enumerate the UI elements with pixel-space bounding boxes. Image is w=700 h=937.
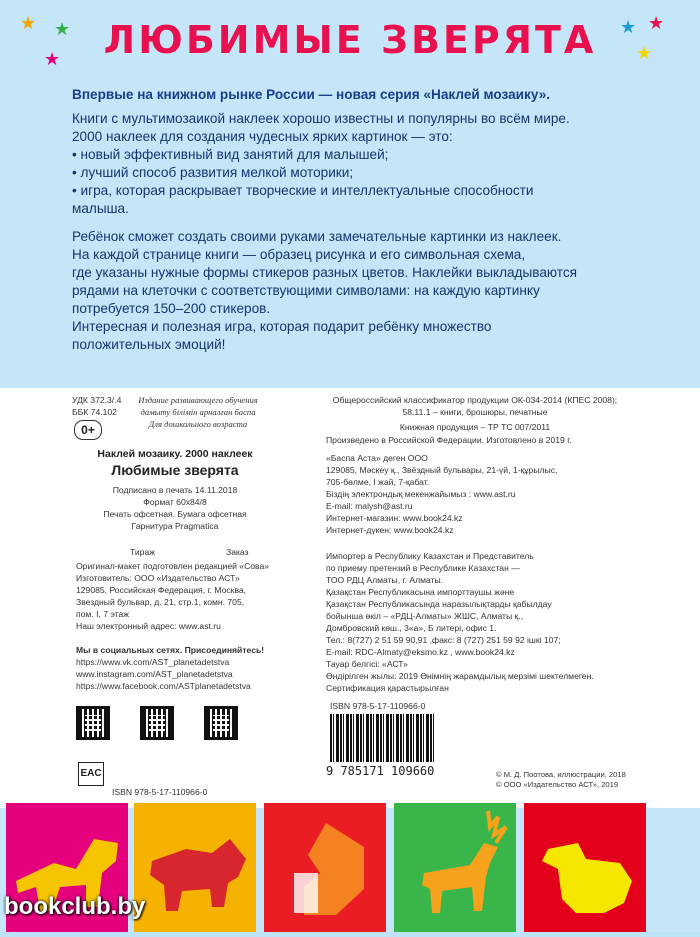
animal-tile-deer — [394, 803, 516, 932]
publisher-info — [76, 560, 286, 632]
social-link[interactable]: www.instagram.com/AST_planetadetstva — [76, 669, 233, 679]
print-details — [80, 484, 270, 532]
intro-line: положительных эмоций! — [72, 337, 226, 352]
chick-icon — [524, 803, 646, 932]
social-link[interactable]: https://www.vk.com/AST_planetadetstva — [76, 657, 230, 667]
qr-code-icon — [76, 706, 110, 740]
kz-line: 129085, Мәскеу қ., Звёздный бульвары, 21-үй, 1-құрылыс, — [326, 465, 558, 475]
barcode-icon — [330, 714, 436, 762]
publisher-line: Наш электронный адрес: www.ast.ru — [76, 621, 221, 631]
qr-code-icon — [204, 706, 238, 740]
importer-line: Тел.: 8(727) 2 51 59 90,91 ,факс: 8 (727) 251 59 92 ішкі 107; — [326, 635, 561, 645]
edition-note-line: дамыту білімін арналған баспа — [140, 407, 256, 417]
squirrel-icon — [264, 803, 386, 932]
intro-line: где указаны нужные формы стикеров разных цветов. Наклейки выкладываются — [72, 265, 578, 280]
star-icon: ★ — [20, 13, 37, 33]
intro-line: • новый эффективный вид занятий для малышей; — [72, 147, 389, 162]
kz-line: E-mail: malysh@ast.ru — [326, 501, 413, 511]
product-line: Книжная продукция – ТР ТС 007/2011 — [399, 422, 551, 432]
animal-tile-squirrel — [264, 803, 386, 932]
kz-info — [326, 452, 656, 536]
intro-line: Книги с мультимозаикой наклеек хорошо известны и популярны во всём мире. — [72, 111, 570, 126]
classification-codes — [72, 394, 121, 418]
intro-line: Ребёнок сможет создать своими руками замечательные картинки из наклеек. — [72, 229, 562, 244]
classifier — [300, 394, 650, 418]
importer-info — [326, 550, 656, 694]
publisher-line: Оригинал-макет подготовлен редакцией «Сова» — [76, 561, 270, 571]
publisher-line: 129085, Российская Федерация, г. Москва, — [76, 585, 247, 595]
classifier-line: Общероссийский классификатор продукции ОК-034-2014 (КПЕС 2008); — [332, 395, 618, 405]
social-links — [76, 644, 296, 692]
intro-line: потребуется 150–200 стикеров. — [72, 301, 271, 316]
copyright — [496, 770, 626, 790]
star-icon: ★ — [648, 13, 665, 33]
watermark-text: bookclub.by — [4, 893, 146, 920]
classifier-line: 58.11.1 – книги, брошюры, печатные — [402, 407, 548, 417]
importer-line: Импортер в Республику Казахстан и Представитель — [326, 551, 534, 561]
bbk-code: ББК 74.102 — [72, 407, 117, 417]
intro-lead: Впервые на книжном рынке России — новая серия «Наклей мозаику». — [72, 87, 551, 102]
cover-title: ЛЮБИМЫЕ ЗВЕРЯТА — [103, 18, 597, 62]
importer-line: по приему претензий в Республике Казахстан — — [326, 563, 520, 573]
print-detail: Гарнитура Pragmatica — [131, 521, 219, 531]
intro-line: рядами на клеточки с соответствующими символами: на каждую картинку — [72, 283, 540, 298]
isbn-right: ISBN 978-5-17-110966-0 — [330, 701, 426, 711]
edition-note-line: Издание развивающего обучения — [138, 395, 258, 405]
star-icon: ★ — [636, 43, 653, 63]
social-header: Мы в социальных сетях. Присоединяйтесь! — [76, 645, 265, 655]
print-detail: Формат 60х84/8 — [143, 497, 207, 507]
isbn-left: ISBN 978-5-17-110966-0 — [112, 787, 208, 797]
kz-line: Интернет-дүкен: www.book24.kz — [326, 525, 454, 535]
barcode-digits: 9 785171 109660 — [326, 764, 435, 778]
star-icon: ★ — [44, 49, 61, 69]
star-icon: ★ — [620, 17, 637, 37]
animal-tile-chick — [524, 803, 646, 932]
copyright-line: © М. Д. Поотова, иллюстрации, 2018 — [496, 770, 626, 779]
importer-line: Тауар белгісі: «АСТ» — [326, 659, 408, 669]
intro-line: Интересная и полезная игра, которая подарит ребёнку множество — [72, 319, 492, 334]
importer-line: Өндірілген жылы: 2019 Өнімнің жарамдылық мерзімі шектелмеген. — [326, 671, 594, 681]
publisher-line: Звездный бульвар, д. 21, стр.1, комн. 705, — [76, 597, 245, 607]
qr-code-icon — [140, 706, 174, 740]
intro-line: На каждой странице книги — образец рисунка и его символьная схема, — [72, 247, 526, 262]
kz-line: «Баспа Аста» деген ООО — [326, 453, 428, 463]
print-detail: Печать офсетная. Бумага офсетная — [103, 509, 247, 519]
importer-line: бойынша өкіл – «РДЦ-Алматы» ЖШС, Алматы қ., — [326, 611, 524, 621]
zakaz-label: Заказ — [226, 547, 249, 557]
intro-line: 2000 наклеек для создания чудесных ярких картинок — это: — [72, 129, 453, 144]
kz-line: 705-бөлме, I жай, 7-қабат. — [326, 477, 430, 487]
edition-note — [118, 394, 278, 430]
print-detail: Подписано в печать 14.11.2018 — [112, 485, 238, 495]
kz-line: Интернет-магазин: www.book24.kz — [326, 513, 463, 523]
made-in: Произведено в Российской Федерации. Изготовлено в 2019 г. — [326, 435, 572, 445]
intro-text — [72, 86, 642, 354]
animal-tile-boar — [134, 803, 256, 932]
importer-line: Сертификация қарастырылған — [326, 683, 449, 693]
tirazh-label: Тираж — [130, 547, 155, 557]
kz-line: Біздің электрондық мекенжайымыз : www.ast.ru — [326, 489, 516, 499]
deer-icon — [394, 803, 516, 932]
udk-code: УДК 372.3/.4 — [72, 395, 122, 405]
importer-line: Қазақстан Республикасында наразылықтарды қабылдау — [326, 599, 552, 609]
importer-line: Қазақстан Республикасына импорттаушы және — [326, 587, 515, 597]
publisher-line: пом. I, 7 этаж — [76, 609, 130, 619]
importer-line: E-mail: RDC-Almaty@eksmo.kz , www.book24.kz — [326, 647, 515, 657]
imprint-panel — [0, 388, 700, 808]
intro-line: малыша. — [72, 201, 129, 216]
importer-line: ТОО РДЦ Алматы, г. Алматы. — [326, 575, 444, 585]
star-icon: ★ — [54, 19, 71, 39]
intro-line: • лучший способ развития мелкой моторики; — [72, 165, 354, 180]
social-link[interactable]: https://www.facebook.com/ASTplanetadetstva — [76, 681, 251, 691]
book-title: Любимые зверята — [111, 462, 239, 478]
importer-line: Домбровский көш., 3«а», Б литері, офис 1. — [326, 623, 497, 633]
copyright-line: © ООО «Издательство АСТ», 2019 — [496, 780, 619, 789]
eac-mark-icon: EAC — [78, 762, 104, 786]
intro-line: • игра, которая раскрывает творческие и интеллектуальные способности — [72, 183, 534, 198]
boar-icon — [134, 803, 256, 932]
publisher-line: Изготовитель: ООО «Издательство АСТ» — [76, 573, 240, 583]
series-line: Наклей мозаику. 2000 наклеек — [97, 448, 253, 460]
age-rating-badge: 0+ — [74, 420, 102, 440]
edition-note-line: Для дошкольного возраста — [148, 419, 248, 429]
